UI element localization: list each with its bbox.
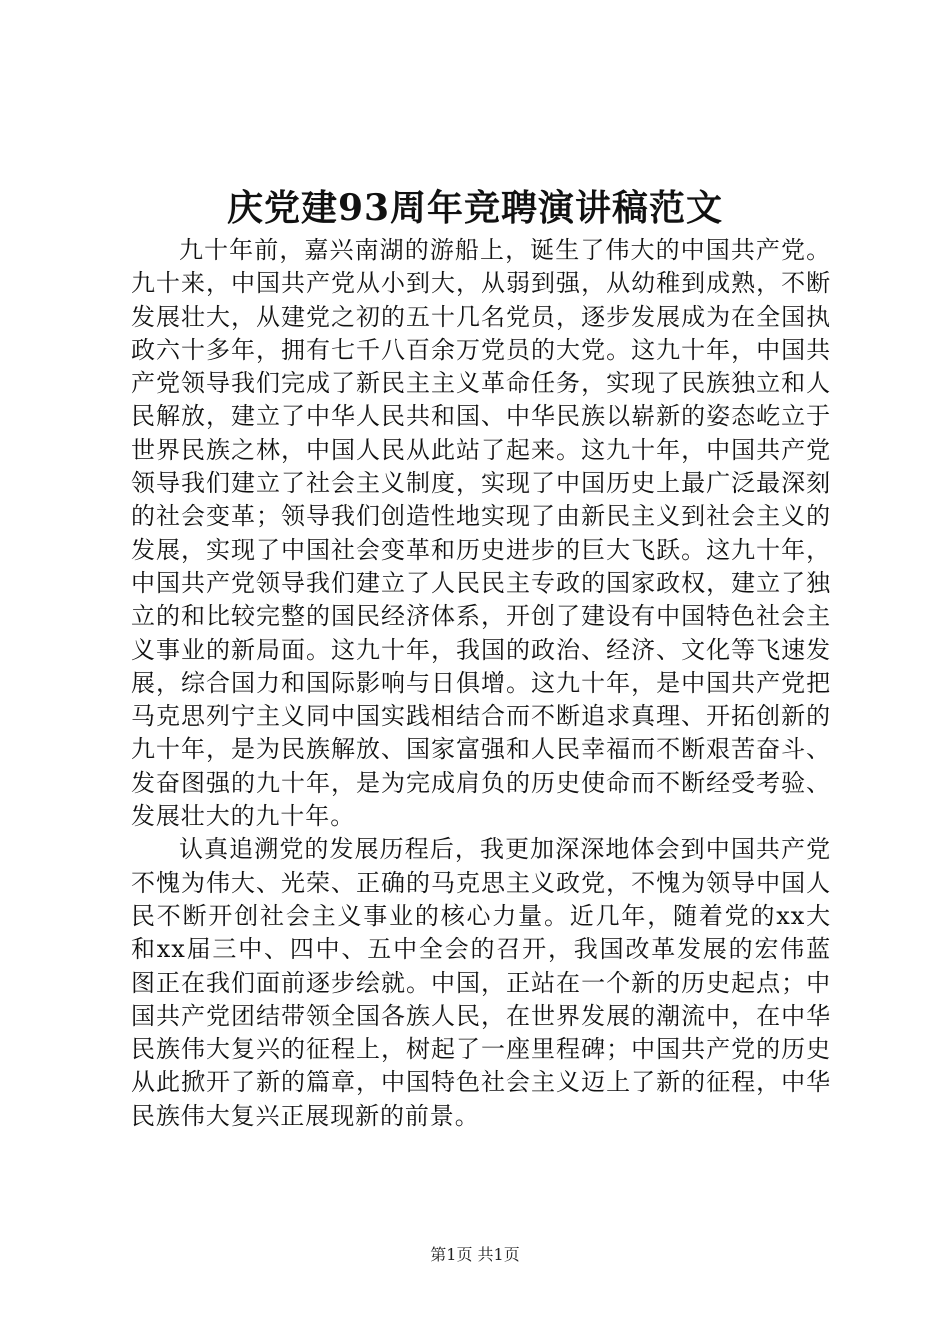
page-footer: 第1页 共1页 [430, 1245, 520, 1264]
document-body [131, 234, 831, 1133]
paragraph-1: 九十年前，嘉兴南湖的游船上，诞生了伟大的中国共产党。九十来，中国共产党从小到大，从弱到强，从幼稚到成熟，不断发展壮大，从建党之初的五十几名党员，逐步发展成为在全国执政六十多年，拥有七千八百余万党员的大党。这九十年，中国共产党领导我们完成了新民主主义革命任务，实现了民族独立和人民解放，建立了中华人民共和国、中华民族以崭新的姿态屹立于世界民族之林，中国人民从此站了起来。这九十年，中国共产党领导我们建立了社会主义制度，实现了中国历史上最广泛最深刻的社会变革；领导我们创造性地实现了由新民主义到社会主义的发展，实现了中国社会变革和历史进步的巨大飞跃。这九十年，中国共产党领导我们建立了人民民主专政的国家政权，建立了独立的和比较完整的国民经济体系，开创了建设有中国特色社会主义事业的新局面。这九十年，我国的政治、经济、文化等飞速发展，综合国力和国际影响与日俱增。这九十年，是中国共产党把马克思列宁主义同中国实践相结合而不断追求真理、开拓创新的九十年，是为民族解放、国家富强和人民幸福而不断艰苦奋斗、发奋图强的九十年，是为完成肩负的历史使命而不断经受考验、发展壮大的九十年。 [131, 236, 831, 831]
paragraph-2: 认真追溯党的发展历程后，我更加深深地体会到中国共产党不愧为伟大、光荣、正确的马克思主义政党，不愧为领导中国人民不断开创社会主义事业的核心力量。近几年，随着党的xx大和xx届三中、四中、五中全会的召开，我国改革发展的宏伟蓝图正在我们面前逐步绘就。中国，正站在一个新的历史起点；中国共产党团结带领全国各族人民，在世界发展的潮流中，在中华民族伟大复兴的征程上，树起了一座里程碑；中国共产党的历史从此掀开了新的篇章，中国特色社会主义迈上了新的征程，中华民族伟大复兴正展现新的前景。 [131, 835, 831, 1130]
document-title: 庆党建93周年竞聘演讲稿范文 [226, 187, 724, 229]
